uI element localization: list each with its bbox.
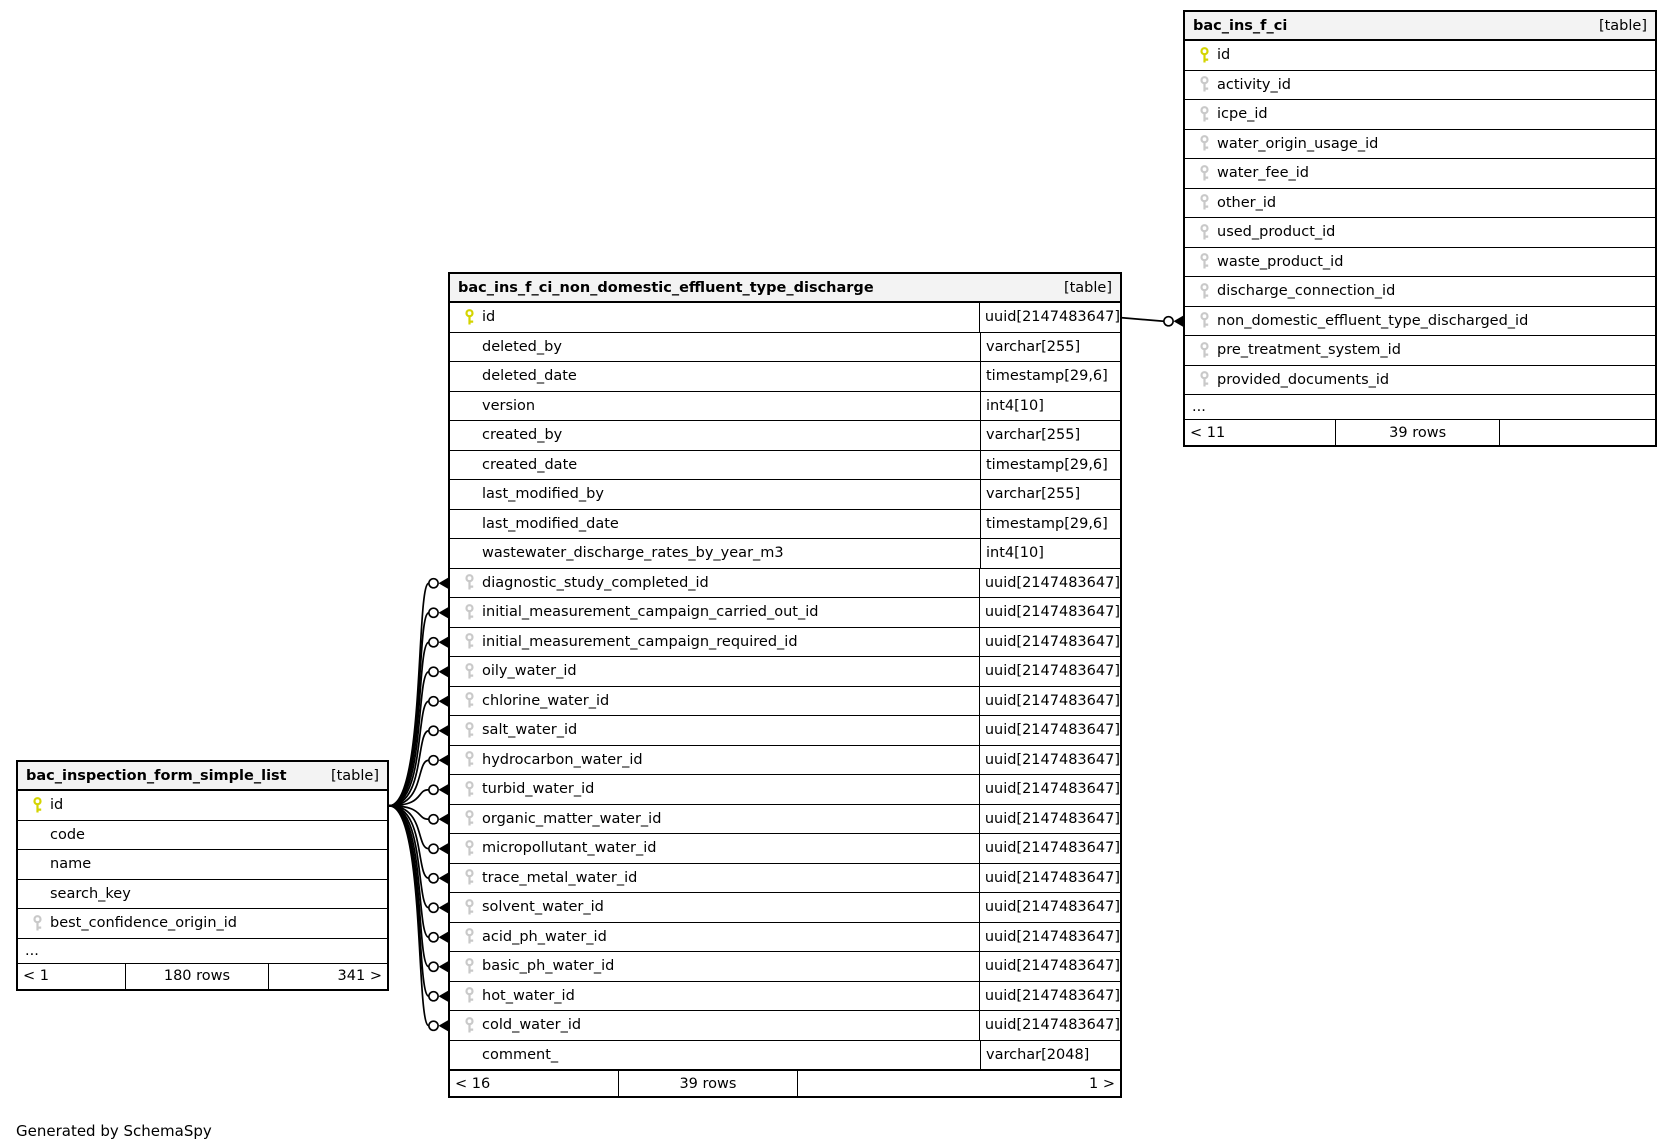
primary-key-icon bbox=[1191, 47, 1217, 64]
column-name: initial_measurement_campaign_carried_out_id bbox=[482, 604, 819, 621]
column-row[interactable] bbox=[450, 510, 1120, 540]
column-name: water_origin_usage_id bbox=[1217, 135, 1379, 152]
column-name: best_confidence_origin_id bbox=[50, 915, 238, 932]
column-name: wastewater_discharge_rates_by_year_m3 bbox=[482, 545, 784, 562]
column-row[interactable] bbox=[450, 1041, 1120, 1071]
column-row[interactable] bbox=[1185, 159, 1655, 189]
column-type: uuid[2147483647] bbox=[979, 834, 1120, 863]
table-footer bbox=[1185, 419, 1655, 445]
column-name: turbid_water_id bbox=[482, 781, 595, 798]
column-row[interactable] bbox=[450, 1011, 1120, 1041]
column-row[interactable] bbox=[450, 716, 1120, 746]
column-row[interactable] bbox=[1185, 71, 1655, 101]
column-row[interactable] bbox=[450, 333, 1120, 363]
column-name: search_key bbox=[50, 885, 131, 902]
column-type: uuid[2147483647] bbox=[979, 628, 1120, 657]
column-name: organic_matter_water_id bbox=[482, 810, 662, 827]
column-type: uuid[2147483647] bbox=[979, 805, 1120, 834]
column-row[interactable] bbox=[1185, 248, 1655, 278]
column-name: deleted_by bbox=[482, 338, 562, 355]
foreign-key-icon bbox=[456, 663, 482, 680]
footer-prev-link[interactable]: < 16 bbox=[455, 1075, 491, 1092]
column-type: uuid[2147483647] bbox=[979, 893, 1120, 922]
column-type: int4[10] bbox=[980, 539, 1120, 568]
column-name: micropollutant_water_id bbox=[482, 840, 657, 857]
column-type: uuid[2147483647] bbox=[979, 598, 1120, 627]
column-type: uuid[2147483647] bbox=[979, 952, 1120, 981]
column-name: initial_measurement_campaign_required_id bbox=[482, 633, 798, 650]
column-name: trace_metal_water_id bbox=[482, 869, 638, 886]
column-row[interactable] bbox=[450, 775, 1120, 805]
table-type-badge: [table] bbox=[1598, 17, 1647, 34]
column-type: uuid[2147483647] bbox=[979, 864, 1120, 893]
column-name: hydrocarbon_water_id bbox=[482, 751, 643, 768]
column-name: code bbox=[50, 826, 85, 843]
foreign-key-icon bbox=[456, 869, 482, 886]
table-columns bbox=[450, 303, 1120, 1070]
table-columns bbox=[1185, 41, 1655, 395]
column-name: other_id bbox=[1217, 194, 1277, 211]
column-name: non_domestic_effluent_type_discharged_id bbox=[1217, 312, 1529, 329]
foreign-key-icon bbox=[24, 915, 50, 932]
column-name: solvent_water_id bbox=[482, 899, 604, 916]
column-row[interactable] bbox=[450, 657, 1120, 687]
foreign-key-icon bbox=[456, 899, 482, 916]
footer-row-count: 180 rows bbox=[125, 964, 269, 989]
foreign-key-icon bbox=[456, 987, 482, 1004]
primary-key-icon bbox=[456, 309, 482, 326]
foreign-key-icon bbox=[456, 958, 482, 975]
column-row[interactable] bbox=[450, 746, 1120, 776]
column-row[interactable] bbox=[450, 923, 1120, 953]
ellipsis-row bbox=[18, 939, 387, 963]
table-type-badge: [table] bbox=[330, 767, 379, 784]
db-table-bac-ins-f-ci bbox=[1183, 10, 1657, 447]
column-row[interactable] bbox=[450, 864, 1120, 894]
foreign-key-icon bbox=[1191, 224, 1217, 241]
table-footer bbox=[450, 1070, 1120, 1096]
column-row[interactable] bbox=[450, 952, 1120, 982]
footer-next-link[interactable]: 1 > bbox=[1089, 1075, 1115, 1092]
generated-by-label: Generated by SchemaSpy bbox=[16, 1122, 212, 1140]
column-row[interactable] bbox=[450, 834, 1120, 864]
column-row[interactable] bbox=[450, 392, 1120, 422]
column-name: water_fee_id bbox=[1217, 165, 1309, 182]
column-row[interactable] bbox=[1185, 100, 1655, 130]
table-header[interactable] bbox=[450, 274, 1120, 303]
table-title: bac_inspection_form_simple_list bbox=[26, 767, 287, 784]
db-table-bac-ins-f-ci-non-domestic-effluent-type-discharge bbox=[448, 272, 1122, 1098]
table-header[interactable] bbox=[1185, 12, 1655, 41]
ellipsis-text: ... bbox=[1192, 399, 1206, 415]
column-row[interactable] bbox=[450, 480, 1120, 510]
column-name: chlorine_water_id bbox=[482, 692, 610, 709]
foreign-key-icon bbox=[1191, 312, 1217, 329]
column-name: waste_product_id bbox=[1217, 253, 1344, 270]
footer-next-link[interactable] bbox=[1500, 420, 1655, 445]
column-row[interactable] bbox=[18, 821, 387, 851]
foreign-key-icon bbox=[456, 574, 482, 591]
column-row[interactable] bbox=[1185, 218, 1655, 248]
column-row[interactable] bbox=[18, 880, 387, 910]
primary-key-icon bbox=[24, 797, 50, 814]
column-name: cold_water_id bbox=[482, 1017, 582, 1034]
column-row[interactable] bbox=[450, 687, 1120, 717]
column-type: uuid[2147483647] bbox=[979, 303, 1120, 332]
column-name: pre_treatment_system_id bbox=[1217, 342, 1401, 359]
column-row[interactable] bbox=[450, 421, 1120, 451]
column-row[interactable] bbox=[18, 791, 387, 821]
ellipsis-text: ... bbox=[25, 942, 39, 959]
column-row[interactable] bbox=[1185, 41, 1655, 71]
foreign-key-icon bbox=[1191, 253, 1217, 270]
column-row[interactable] bbox=[450, 598, 1120, 628]
column-row[interactable] bbox=[1185, 307, 1655, 337]
table-title: bac_ins_f_ci bbox=[1193, 17, 1288, 34]
table-columns bbox=[18, 791, 387, 939]
column-row[interactable] bbox=[450, 303, 1120, 333]
column-name: provided_documents_id bbox=[1217, 371, 1390, 388]
footer-next-link[interactable]: 341 > bbox=[337, 968, 382, 984]
table-header[interactable] bbox=[18, 762, 387, 791]
column-row[interactable] bbox=[1185, 130, 1655, 160]
column-name: id bbox=[50, 797, 64, 814]
table-type-badge: [table] bbox=[1063, 279, 1112, 296]
foreign-key-icon bbox=[456, 751, 482, 768]
column-name: last_modified_by bbox=[482, 486, 604, 503]
foreign-key-icon bbox=[456, 1017, 482, 1034]
column-name: activity_id bbox=[1217, 76, 1291, 93]
column-name: deleted_date bbox=[482, 368, 577, 385]
column-type: uuid[2147483647] bbox=[979, 657, 1120, 686]
column-row[interactable] bbox=[450, 539, 1120, 569]
foreign-key-icon bbox=[1191, 371, 1217, 388]
column-type: timestamp[29,6] bbox=[980, 362, 1120, 391]
column-type: varchar[255] bbox=[980, 333, 1120, 362]
column-row[interactable] bbox=[450, 628, 1120, 658]
column-name: id bbox=[1217, 47, 1231, 64]
foreign-key-icon bbox=[1191, 283, 1217, 300]
column-type: uuid[2147483647] bbox=[979, 687, 1120, 716]
column-name: last_modified_date bbox=[482, 515, 619, 532]
column-row[interactable] bbox=[450, 805, 1120, 835]
table-title: bac_ins_f_ci_non_domestic_effluent_type_discharge bbox=[458, 279, 874, 296]
column-name: created_date bbox=[482, 456, 578, 473]
column-row[interactable] bbox=[450, 569, 1120, 599]
foreign-key-icon bbox=[456, 840, 482, 857]
column-name: comment_ bbox=[482, 1046, 559, 1063]
column-name: created_by bbox=[482, 427, 563, 444]
column-name: acid_ph_water_id bbox=[482, 928, 607, 945]
table-footer bbox=[18, 963, 387, 989]
column-type: uuid[2147483647] bbox=[979, 716, 1120, 745]
column-name: basic_ph_water_id bbox=[482, 958, 615, 975]
column-row[interactable] bbox=[1185, 366, 1655, 396]
column-name: oily_water_id bbox=[482, 663, 577, 680]
column-type: varchar[255] bbox=[980, 421, 1120, 450]
footer-row-count: 39 rows bbox=[618, 1071, 799, 1096]
column-row[interactable] bbox=[450, 893, 1120, 923]
foreign-key-icon bbox=[456, 692, 482, 709]
foreign-key-icon bbox=[1191, 165, 1217, 182]
column-row[interactable] bbox=[450, 362, 1120, 392]
column-name: salt_water_id bbox=[482, 722, 578, 739]
foreign-key-icon bbox=[1191, 106, 1217, 123]
column-name: diagnostic_study_completed_id bbox=[482, 574, 709, 591]
column-type: varchar[2048] bbox=[980, 1041, 1120, 1070]
ellipsis-row bbox=[1185, 395, 1655, 419]
column-row[interactable] bbox=[450, 982, 1120, 1012]
foreign-key-icon bbox=[456, 604, 482, 621]
column-type: timestamp[29,6] bbox=[980, 510, 1120, 539]
column-type: uuid[2147483647] bbox=[979, 746, 1120, 775]
foreign-key-icon bbox=[1191, 194, 1217, 211]
column-name: used_product_id bbox=[1217, 224, 1336, 241]
column-row[interactable] bbox=[450, 451, 1120, 481]
column-type: varchar[255] bbox=[980, 480, 1120, 509]
footer-row-count: 39 rows bbox=[1335, 420, 1500, 445]
footer-prev-link[interactable]: < 11 bbox=[1190, 424, 1226, 441]
column-name: version bbox=[482, 397, 536, 414]
foreign-key-icon bbox=[456, 722, 482, 739]
column-row[interactable] bbox=[18, 909, 387, 939]
column-name: hot_water_id bbox=[482, 987, 575, 1004]
column-type: uuid[2147483647] bbox=[979, 982, 1120, 1011]
column-type: uuid[2147483647] bbox=[979, 775, 1120, 804]
column-row[interactable] bbox=[1185, 336, 1655, 366]
column-row[interactable] bbox=[1185, 277, 1655, 307]
column-name: discharge_connection_id bbox=[1217, 283, 1396, 300]
column-type: int4[10] bbox=[980, 392, 1120, 421]
foreign-key-icon bbox=[1191, 76, 1217, 93]
column-row[interactable] bbox=[1185, 189, 1655, 219]
column-row[interactable] bbox=[18, 850, 387, 880]
foreign-key-icon bbox=[1191, 135, 1217, 152]
column-type: uuid[2147483647] bbox=[979, 923, 1120, 952]
foreign-key-icon bbox=[1191, 342, 1217, 359]
column-name: name bbox=[50, 856, 92, 873]
db-table-bac-inspection-form-simple-list bbox=[16, 760, 389, 991]
foreign-key-icon bbox=[456, 928, 482, 945]
foreign-key-icon bbox=[456, 633, 482, 650]
column-type: uuid[2147483647] bbox=[979, 569, 1120, 598]
foreign-key-icon bbox=[456, 810, 482, 827]
column-type: timestamp[29,6] bbox=[980, 451, 1120, 480]
column-name: icpe_id bbox=[1217, 106, 1268, 123]
column-name: id bbox=[482, 309, 496, 326]
footer-prev-link[interactable]: < 1 bbox=[23, 968, 49, 984]
foreign-key-icon bbox=[456, 781, 482, 798]
column-type: uuid[2147483647] bbox=[979, 1011, 1120, 1040]
